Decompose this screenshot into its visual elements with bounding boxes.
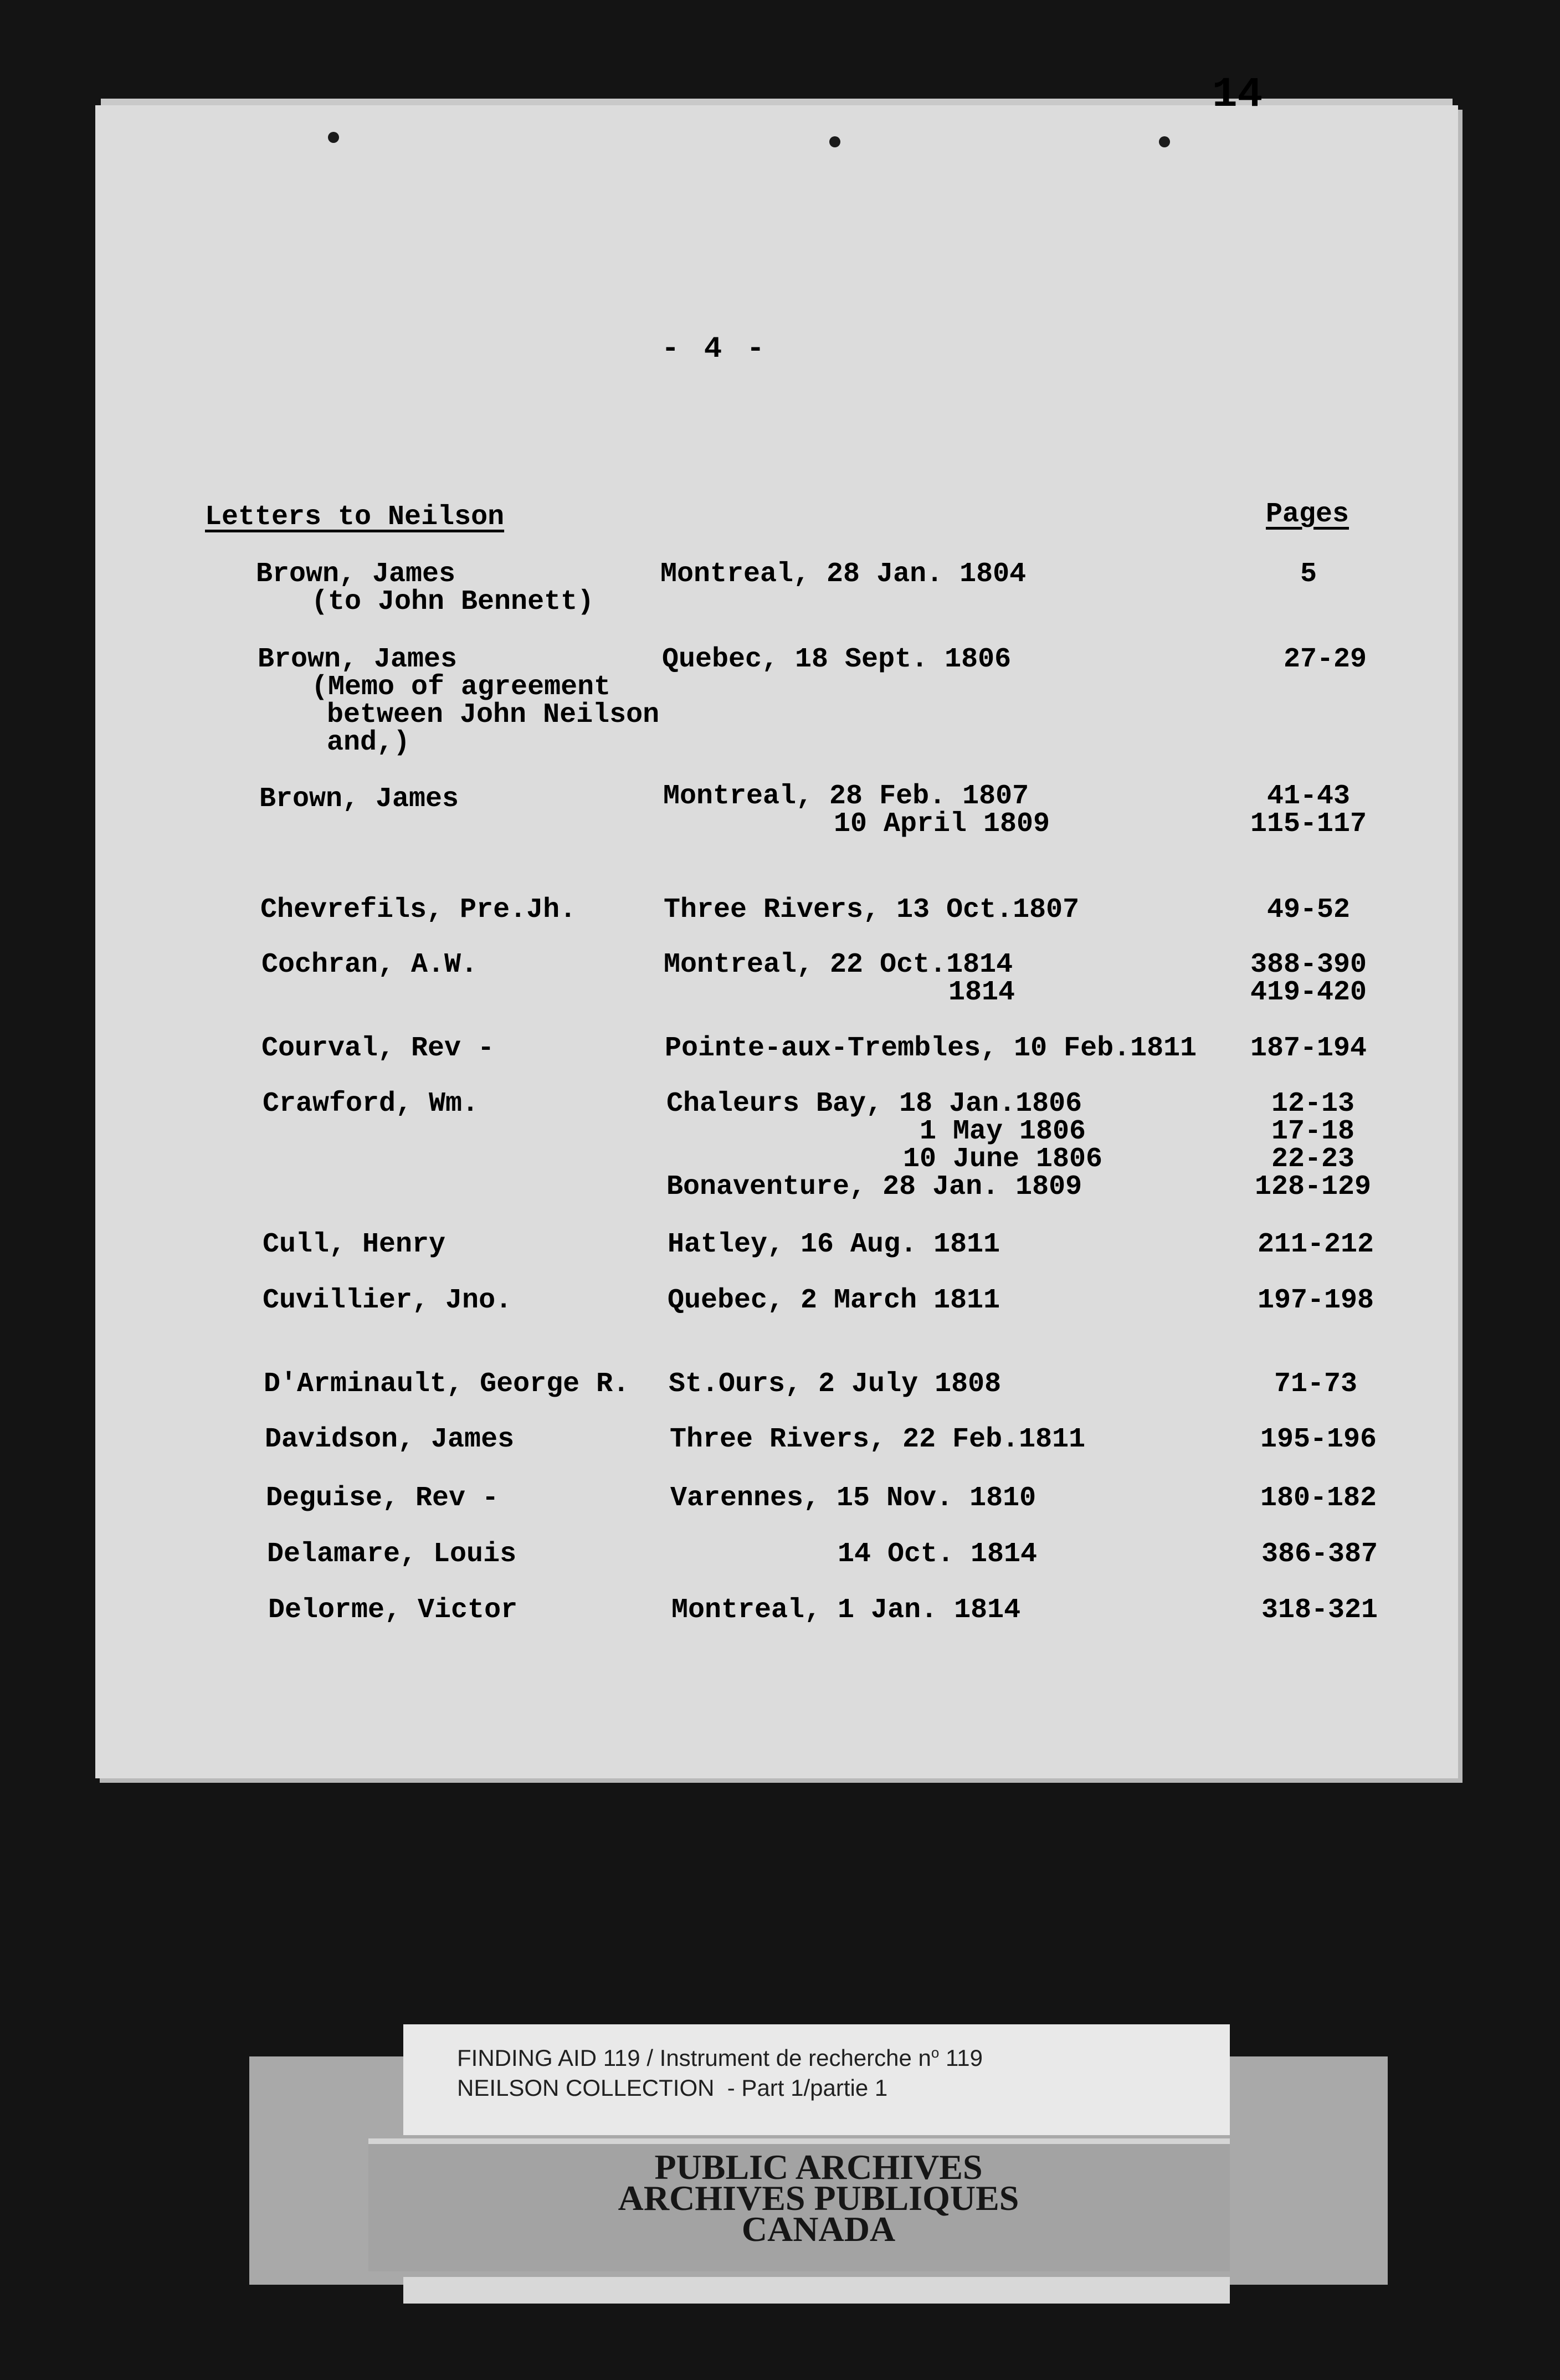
entry-pages: 187-194 (1250, 1033, 1367, 1064)
entry-pages: 318-321 (1261, 1594, 1378, 1626)
entry-place-date: Montreal, 28 Feb. 1807 (663, 781, 1029, 812)
entry-pages: 49-52 (1266, 894, 1351, 926)
entry-pages: 211-212 (1257, 1229, 1374, 1260)
entry-pages: 22-23 (1271, 1143, 1355, 1175)
finding-aid-line-1: FINDING AID 119 / Instrument de recherche $n^o$ 119 (457, 2044, 983, 2071)
entry-name: Delamare, Louis (267, 1538, 517, 1570)
entry-place-date: 10 June 1806 (903, 1143, 1103, 1175)
entry-pages: 419-420 (1250, 977, 1367, 1008)
entry-name: Brown, James (258, 644, 458, 675)
entry-place-date: 1814 (948, 977, 1015, 1008)
entry-place-date: Bonaventure, 28 Jan. 1809 (666, 1171, 1082, 1203)
pages-column-header: Pages (1266, 499, 1349, 530)
entry-pages: 27-29 (1283, 644, 1367, 675)
archives-name-fr: ARCHIVES PUBLIQUES (618, 2178, 1019, 2218)
entry-note: between John Neilson (327, 699, 660, 731)
page-number: - 4 - (661, 332, 768, 366)
entry-pages: 17-18 (1271, 1116, 1355, 1147)
archives-country: CANADA (741, 2209, 896, 2249)
entry-place-date: Three Rivers, 13 Oct.1807 (664, 894, 1080, 926)
archives-name-en: PUBLIC ARCHIVES (654, 2147, 983, 2187)
entry-place-date: 14 Oct. 1814 (838, 1538, 1038, 1570)
entry-name: Courval, Rev - (261, 1033, 495, 1064)
entry-pages: 71-73 (1274, 1368, 1358, 1400)
punch-hole-left (328, 132, 339, 143)
finding-aid-line-2: NEILSON COLLECTION - Part 1/partie 1 (457, 2075, 888, 2101)
entry-pages: 12-13 (1271, 1088, 1355, 1120)
entry-name: Brown, James (256, 558, 456, 590)
entry-name: Cull, Henry (263, 1229, 446, 1260)
entry-name: Brown, James (259, 783, 459, 815)
entry-name: D'Arminault, George R. (264, 1368, 630, 1400)
entry-place-date: Montreal, 22 Oct.1814 (664, 949, 1013, 981)
punch-hole-right (1159, 136, 1170, 147)
entry-name: Cochran, A.W. (261, 949, 478, 981)
entry-place-date: Quebec, 18 Sept. 1806 (662, 644, 1012, 675)
entry-place-date: 10 April 1809 (834, 808, 1050, 840)
entry-place-date: 1 May 1806 (920, 1116, 1086, 1147)
entry-place-date: Varennes, 15 Nov. 1810 (670, 1483, 1036, 1514)
entry-name: Delorme, Victor (268, 1594, 518, 1626)
entry-note: and,) (327, 727, 410, 758)
punch-hole-center (829, 136, 840, 147)
entry-note: (to John Bennett) (311, 586, 594, 618)
entry-pages: 41-43 (1266, 781, 1351, 812)
entry-place-date: Pointe-aux-Trembles, 10 Feb.1811 (665, 1033, 1197, 1064)
entry-name: Deguise, Rev - (266, 1483, 499, 1514)
entry-pages: 5 (1300, 558, 1317, 590)
entry-pages: 195-196 (1260, 1424, 1377, 1455)
entry-pages: 386-387 (1261, 1538, 1378, 1570)
entry-place-date: St.Ours, 2 July 1808 (669, 1368, 1002, 1400)
entry-name: Crawford, Wm. (263, 1088, 479, 1120)
archive-label-strip (403, 2277, 1230, 2304)
entry-note: (Memo of agreement (311, 671, 611, 703)
entry-pages: 128-129 (1254, 1171, 1372, 1203)
entry-pages: 180-182 (1260, 1483, 1377, 1514)
entry-name: Cuvillier, Jno. (263, 1285, 512, 1316)
section-title: Letters to Neilson (205, 501, 505, 533)
entry-place-date: Hatley, 16 Aug. 1811 (668, 1229, 1000, 1260)
entry-place-date: Montreal, 28 Jan. 1804 (660, 558, 1027, 590)
entry-place-date: Three Rivers, 22 Feb.1811 (670, 1424, 1086, 1455)
entry-pages: 115-117 (1250, 808, 1367, 840)
entry-pages: 388-390 (1250, 949, 1367, 981)
entry-place-date: Quebec, 2 March 1811 (668, 1285, 1000, 1316)
entry-place-date: Montreal, 1 Jan. 1814 (671, 1594, 1021, 1626)
entry-place-date: Chaleurs Bay, 18 Jan.1806 (666, 1088, 1082, 1120)
entry-name: Chevrefils, Pre.Jh. (260, 894, 577, 926)
entry-pages: 197-198 (1257, 1285, 1374, 1316)
entry-name: Davidson, James (265, 1424, 515, 1455)
folio-number: 14 (1212, 71, 1263, 119)
